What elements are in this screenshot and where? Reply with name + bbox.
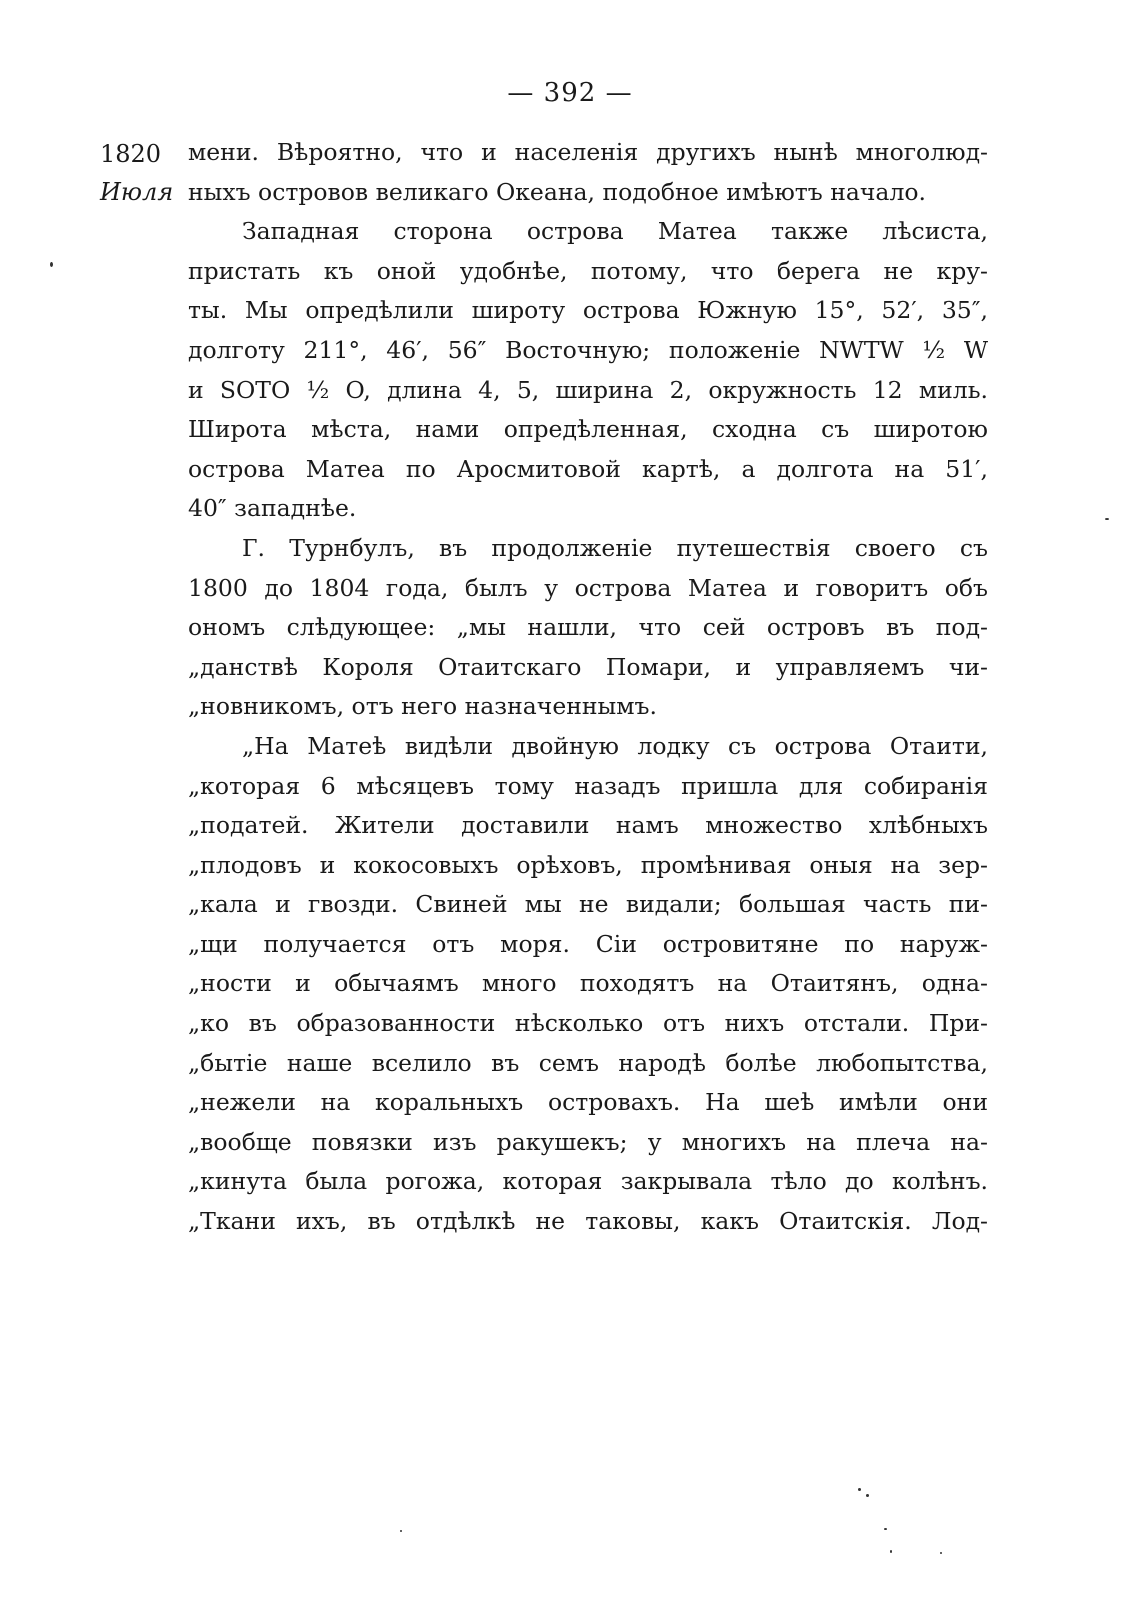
margin-year: 1820 — [100, 140, 162, 168]
text-line: „которая 6 мѣсяцевъ тому назадъ пришла для собиранія — [188, 771, 988, 800]
text-line: Г. Турнбулъ, въ продолженіе путешествія своего съ — [242, 533, 988, 562]
text-line: „бытіе наше вселило въ семъ народѣ болѣе любопытства, — [188, 1048, 988, 1077]
paragraph-4 — [188, 727, 988, 1242]
page-number: — 392 — — [507, 78, 633, 108]
text-line: „На Матеѣ видѣли двойную лодку съ острова Отаити, — [242, 731, 988, 760]
paragraph-3 — [188, 529, 988, 727]
text-line: „ности и обычаямъ много походятъ на Отаитянъ, одна- — [188, 969, 988, 998]
scan-speck — [884, 1528, 887, 1530]
scan-speck — [1105, 518, 1109, 520]
text-line: „новникомъ, отъ него назначеннымъ. — [188, 692, 657, 721]
margin-month: Июля — [100, 178, 174, 206]
text-line: „кинута была рогожа, которая закрывала тѣло до колѣнъ. — [188, 1167, 988, 1196]
scan-speck — [890, 1550, 892, 1553]
text-line: ты. Мы опредѣлили широту острова Южную 15°, 52′, 35″, — [188, 296, 988, 325]
text-line: Западная сторона острова Матеа также лѣсиста, — [242, 217, 988, 246]
text-line: „вообще повязки изъ ракушекъ; у многихъ на плеча на- — [188, 1127, 988, 1156]
text-line: 1800 до 1804 года, былъ у острова Матеа и говоритъ объ — [188, 573, 988, 602]
text-line: „нежели на коральныхъ островахъ. На шеѣ имѣли они — [188, 1088, 988, 1117]
text-line: „податей. Жители доставили намъ множество хлѣбныхъ — [188, 811, 988, 840]
text-line: 40″ западнѣе. — [188, 494, 357, 523]
paragraph-2 — [188, 212, 988, 529]
text-line: „плодовъ и кокосовыхъ орѣховъ, промѣнивая оныя на зер- — [188, 850, 988, 879]
text-line: пристать къ оной удобнѣе, потому, что берега не кру- — [188, 256, 988, 285]
text-line: ныхъ островов великаго Океана, подобное имѣютъ начало. — [188, 177, 926, 206]
text-line: „Ткани ихъ, въ отдѣлкѣ не таковы, какъ Отаитскія. Лод- — [188, 1207, 988, 1236]
text-line: „данствѣ Короля Отаитскаго Помари, и управляемъ чи- — [188, 652, 988, 681]
text-line: Широта мѣста, нами опредѣленная, сходна съ широтою — [188, 415, 988, 444]
text-line: „щи получается отъ моря. Сіи островитяне по наруж- — [188, 929, 988, 958]
scan-speck — [50, 262, 53, 267]
text-line: долготу 211°, 46′, 56″ Восточную; положеніе NWTW ½ W — [188, 335, 988, 364]
text-line: „ко въ образованности нѣсколько отъ нихъ отстали. При- — [188, 1009, 988, 1038]
text-line: „кала и гвозди. Свиней мы не видали; большая часть пи- — [188, 890, 988, 919]
scan-speck — [940, 1552, 942, 1554]
text-line: и SOTO ½ O, длина 4, 5, ширина 2, окружность 12 миль. — [188, 375, 988, 404]
text-line: острова Матеа по Аросмитовой картѣ, а долгота на 51′, — [188, 454, 988, 483]
scan-speck — [866, 1494, 869, 1497]
body-text — [188, 133, 988, 1242]
text-line: ономъ слѣдующее: „мы нашли, что сей островъ въ под- — [188, 613, 988, 642]
scan-speck — [400, 1530, 402, 1532]
scan-speck — [858, 1488, 861, 1491]
text-line: мени. Вѣроятно, что и населенія другихъ нынѣ многолюд- — [188, 138, 988, 166]
paragraph-1 — [188, 133, 988, 212]
